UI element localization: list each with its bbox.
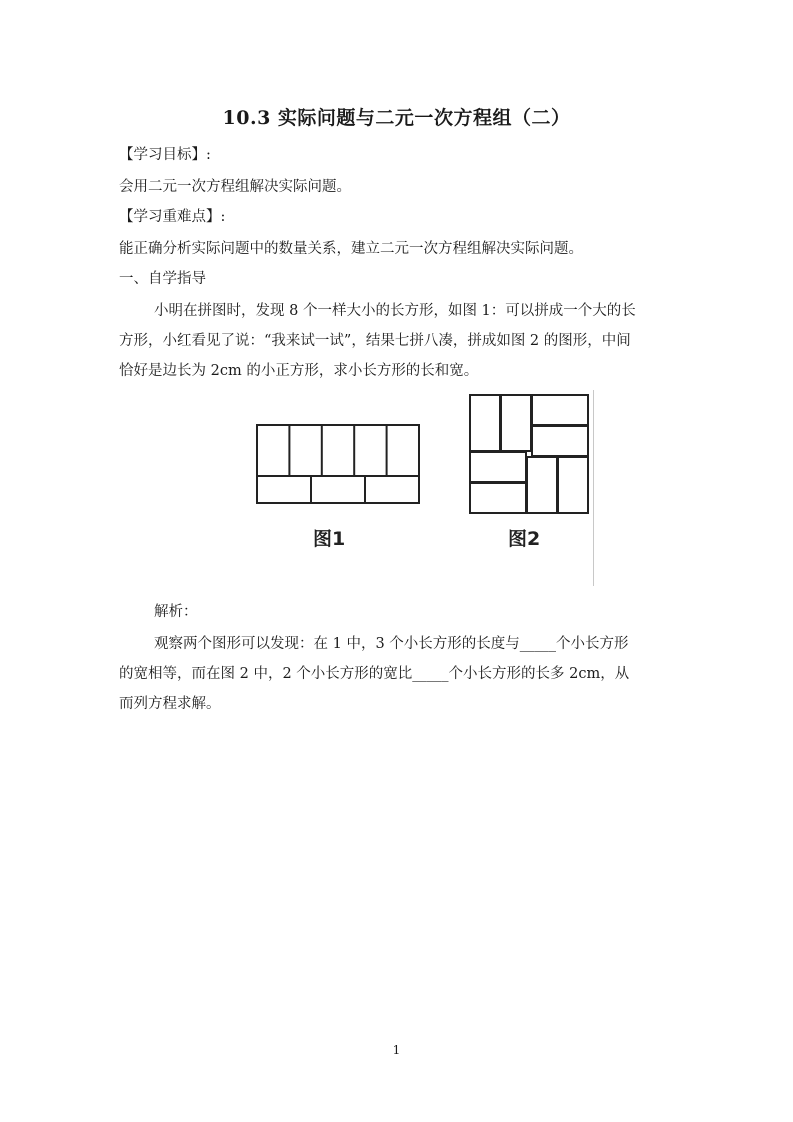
section-heading: 一、自学指导 — [119, 271, 206, 287]
divider-line — [593, 390, 594, 586]
goals-text: 会用二元一次方程组解决实际问题。 — [119, 179, 351, 195]
problem-line-3: 恰好是边长为 2cm 的小正方形，求小长方形的长和宽。 — [119, 363, 479, 379]
figure-2-diagram — [469, 394, 589, 516]
figure-1-diagram — [256, 424, 420, 504]
figure-2-caption: 图2 — [508, 528, 541, 550]
figure-area — [250, 390, 600, 590]
problem-line-2: 方形，小红看见了说：“我来试一试”，结果七拼八凑，拼成如图 2 的图形，中间 — [119, 333, 631, 349]
analysis-line-2: 的宽相等，而在图 2 中，2 个小长方形的宽比_____个小长方形的长多 2cm，从 — [119, 666, 630, 682]
goals-heading: 【学习目标】: — [119, 147, 211, 163]
keypoints-text: 能正确分析实际问题中的数量关系，建立二元一次方程组解决实际问题。 — [119, 241, 583, 257]
problem-line-1: 小明在拼图时，发现 8 个一样大小的长方形，如图 1：可以拼成一个大的长 — [154, 303, 636, 319]
figure-1-caption: 图1 — [313, 528, 346, 550]
keypoints-heading: 【学习重难点】: — [119, 209, 226, 225]
page-title: 10.3 实际问题与二元一次方程组（二） — [222, 107, 571, 129]
analysis-line-1: 观察两个图形可以发现：在 1 中，3 个小长方形的长度与_____个小长方形 — [154, 636, 629, 652]
analysis-line-3: 而列方程求解。 — [119, 696, 221, 712]
analysis-heading: 解析： — [154, 604, 198, 620]
page-number: 1 — [392, 1043, 401, 1057]
